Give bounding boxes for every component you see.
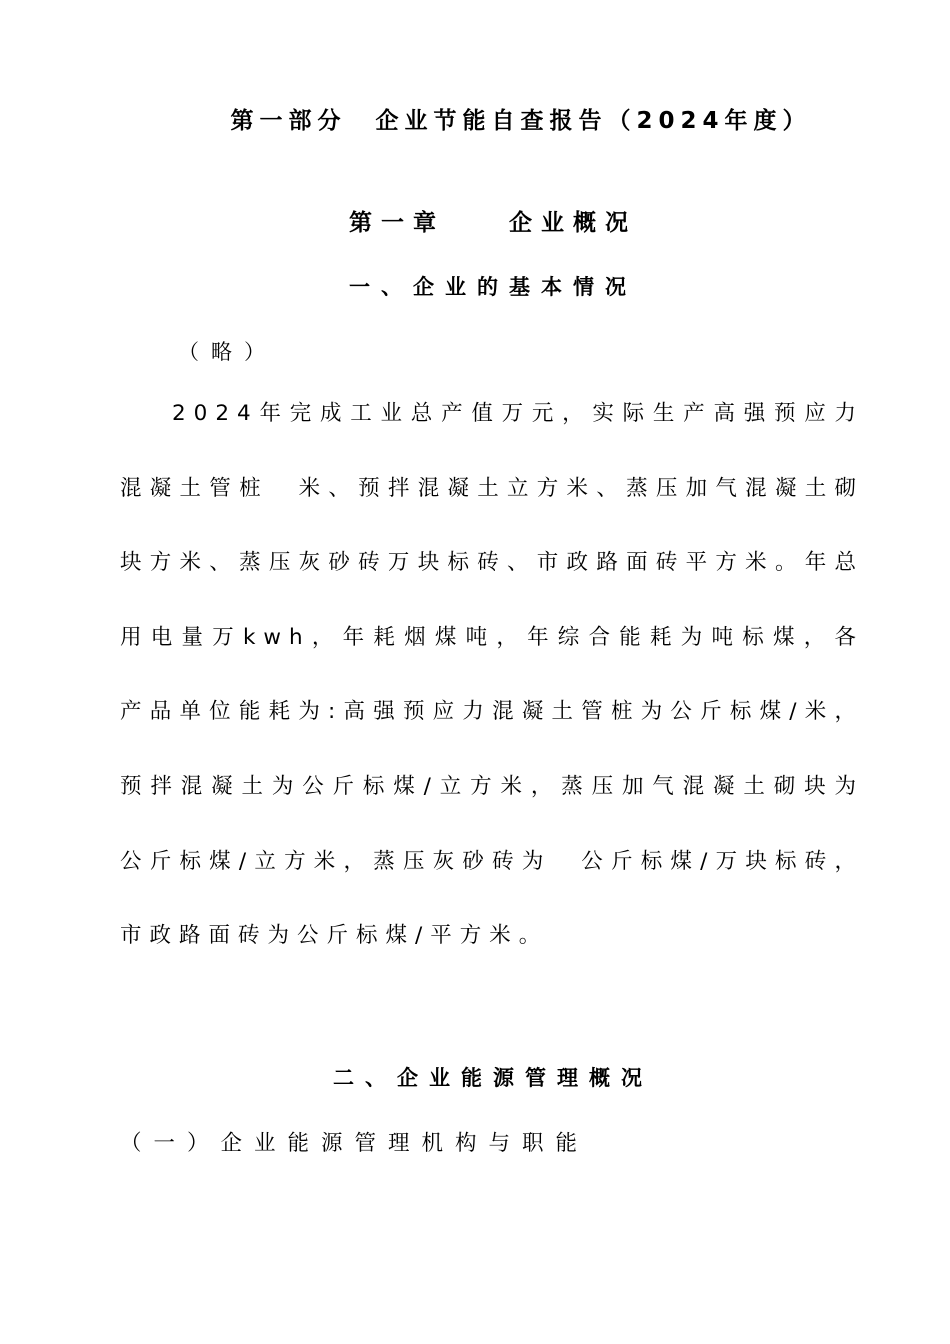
section-title-energy-management: 二、企业能源管理概况 [333,1066,653,1090]
subsection-title-organization: （一）企业能源管理机构与职能 [120,1131,590,1156]
body-paragraph: 2024年完成工业总产值万元，实际生产高强预应力混凝土管桩 米、预拌混凝土立方米、蒸压加气混凝土砌块方米、蒸压灰砂砖万块标砖、市政路面砖平方米。年总用电量万kwh，年耗烟煤吨，年综合能耗为吨标煤，各产品单位能耗为:高强预应力混凝土管桩为公斤标煤/米，预拌混凝土为公斤标煤/立方米，蒸压加气混凝土砌块为公斤标煤/立方米，蒸压灰砂砖为 公斤标煤/万块标砖，市政路面砖为公斤标煤/平方米。 [120,401,864,949]
chapter-title: 第一章 企业概况 [349,210,637,236]
section-title-basic-info: 一、企业的基本情况 [349,275,637,299]
part-title: 第一部分 企业节能自查报告（2024年度） [230,108,812,134]
omitted-note: （略） [178,340,277,364]
